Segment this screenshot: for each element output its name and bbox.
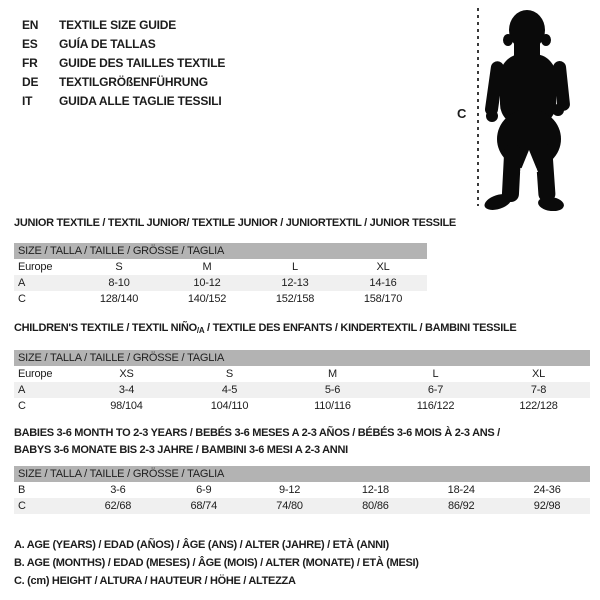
language-code: EN xyxy=(22,18,39,32)
legend-line-a: A. AGE (YEARS) / EDAD (AÑOS) / ÂGE (ANS) / ALTER (JAHRE) / ETÀ (ANNI) xyxy=(14,539,389,551)
table-cell: 122/128 xyxy=(519,400,558,412)
table-cell: 18-24 xyxy=(447,484,475,496)
table-row xyxy=(14,498,590,514)
table-cell: 80/86 xyxy=(362,500,389,512)
junior-size-table xyxy=(14,243,427,307)
children-title-subscript: /A xyxy=(196,326,205,335)
table-cell: 7-8 xyxy=(530,384,547,396)
table-cell: XL xyxy=(531,368,546,380)
table-cell: 5-6 xyxy=(324,384,341,396)
table-cell: XL xyxy=(376,261,390,273)
babies-table-title-line1: BABIES 3-6 MONTH TO 2-3 YEARS / BEBÉS 3-6 MESES A 2-3 AÑOS / BÉBÉS 3-6 MOIS À 2-3 ANS / xyxy=(14,427,500,439)
language-code: ES xyxy=(22,37,38,51)
height-measure-label: C xyxy=(457,106,467,121)
table-cell: 10-12 xyxy=(193,277,221,289)
table-cell: 62/68 xyxy=(104,500,132,512)
table-cell: M xyxy=(202,261,212,273)
row-label: B xyxy=(18,484,26,496)
table-row xyxy=(14,382,590,398)
language-header xyxy=(22,16,225,111)
table-cell: 9-12 xyxy=(278,484,301,496)
children-size-table xyxy=(14,350,590,414)
table-cell: 116/122 xyxy=(416,400,455,412)
row-label: Europe xyxy=(18,368,53,380)
table-cell: 6-9 xyxy=(196,484,212,496)
language-row xyxy=(22,73,225,92)
children-title-text: / TEXTILE DES ENFANTS / KINDERTEXTIL / BAMBINI TESSILE xyxy=(204,322,517,334)
table-cell: 140/152 xyxy=(187,293,227,305)
table-row xyxy=(14,291,427,307)
table-cell: 14-16 xyxy=(369,277,397,289)
language-row xyxy=(22,54,225,73)
table-cell: 92/98 xyxy=(533,500,561,512)
size-header-bar: SIZE / TALLA / TAILLE / GRÖSSE / TAGLIA xyxy=(14,243,427,259)
language-code: FR xyxy=(22,56,38,70)
table-row xyxy=(14,259,427,275)
size-header-bar: SIZE / TALLA / TAILLE / GRÖSSE / TAGLIA xyxy=(14,350,590,366)
table-cell: S xyxy=(225,368,234,380)
table-cell: 128/140 xyxy=(99,293,139,305)
table-cell: XS xyxy=(119,368,134,380)
table-cell: 68/74 xyxy=(190,500,217,512)
table-cell: 3-6 xyxy=(110,484,126,496)
table-row xyxy=(14,366,590,382)
table-cell: 104/110 xyxy=(210,400,249,412)
table-cell: 6-7 xyxy=(427,384,444,396)
language-title: GUÍA DE TALLAS xyxy=(59,37,156,51)
babies-table-title-line2: BABYS 3-6 MONATE BIS 2-3 JAHRE / BAMBINI 3-6 MESI A 2-3 ANNI xyxy=(14,444,348,456)
language-row xyxy=(22,35,225,54)
table-cell: 158/170 xyxy=(363,293,403,305)
junior-table-title: JUNIOR TEXTILE / TEXTIL JUNIOR/ TEXTILE JUNIOR / JUNIORTEXTIL / JUNIOR TESSILE xyxy=(14,217,456,229)
legend-line-c: C. (cm) HEIGHT / ALTURA / HAUTEUR / HÖHE / ALTEZZA xyxy=(14,575,296,587)
language-code: IT xyxy=(22,94,33,108)
table-cell: 3-4 xyxy=(118,384,135,396)
children-table-title xyxy=(14,322,516,335)
children-title-text: CHILDREN'S TEXTILE / TEXTIL NIÑO xyxy=(14,322,197,334)
table-cell: L xyxy=(432,368,439,380)
row-label: C xyxy=(18,500,26,512)
table-cell: M xyxy=(328,368,337,380)
table-row xyxy=(14,275,427,291)
language-title: TEXTILGRÖßENFÜHRUNG xyxy=(59,75,208,89)
size-header-bar: SIZE / TALLA / TAILLE / GRÖSSE / TAGLIA xyxy=(14,466,590,482)
table-cell: 12-13 xyxy=(281,277,309,289)
language-title: GUIDE DES TAILLES TEXTILE xyxy=(59,56,226,70)
table-cell: 110/116 xyxy=(314,400,351,412)
babies-size-table xyxy=(14,466,590,514)
table-cell: 152/158 xyxy=(275,293,315,305)
table-row xyxy=(14,398,590,414)
row-label: A xyxy=(18,384,26,396)
measurement-legend xyxy=(14,536,419,590)
language-row xyxy=(22,16,225,35)
language-code: DE xyxy=(22,75,39,89)
row-label: A xyxy=(18,277,26,289)
table-cell: 4-5 xyxy=(221,384,238,396)
table-cell: S xyxy=(115,261,123,273)
row-label: C xyxy=(18,400,26,412)
table-cell: 74/80 xyxy=(276,500,303,512)
language-title: TEXTILE SIZE GUIDE xyxy=(59,18,177,32)
table-cell: 98/104 xyxy=(110,400,143,412)
table-cell: L xyxy=(292,261,298,273)
table-cell: 24-36 xyxy=(533,484,561,496)
language-title: GUIDA ALLE TAGLIE TESSILI xyxy=(59,94,222,108)
row-label: C xyxy=(18,293,26,305)
table-cell: 8-10 xyxy=(108,277,130,289)
table-cell: 86/92 xyxy=(447,500,475,512)
table-cell: 12-18 xyxy=(361,484,389,496)
table-row xyxy=(14,482,590,498)
legend-line-b: B. AGE (MONTHS) / EDAD (MESES) / ÂGE (MOIS) / ALTER (MONATE) / ETÀ (MESI) xyxy=(14,557,419,569)
language-row xyxy=(22,92,225,111)
toddler-silhouette-image xyxy=(478,6,578,211)
row-label: Europe xyxy=(18,261,53,273)
